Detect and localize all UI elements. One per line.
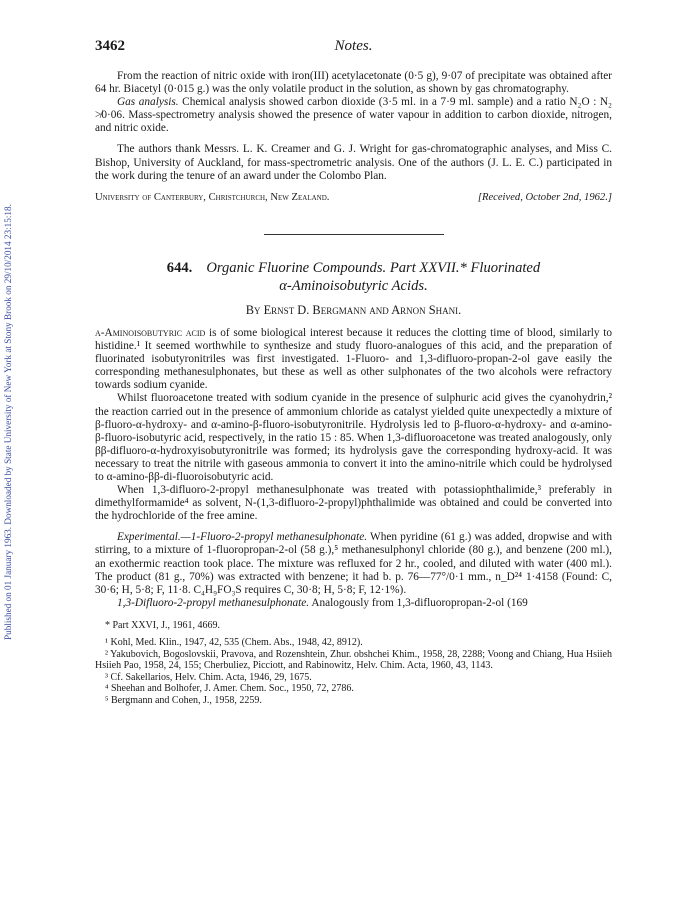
affiliation-line	[95, 191, 612, 204]
affiliation: University of Canterbury, Christchurch, New Zealand.	[95, 191, 330, 203]
footnote: ⁴ Sheehan and Bolhofer, J. Amer. Chem. Soc., 1950, 72, 2786.	[105, 683, 354, 695]
gas-analysis-paragraph	[95, 96, 612, 135]
section-divider	[264, 234, 444, 235]
article-title	[95, 259, 612, 295]
download-note: Published on 01 January 1963. Downloaded by State University of New York at Stony Brook on 29/10/2014 23:15:18.	[3, 204, 13, 640]
intro-lead: α-Aminoisobutyric acid	[95, 326, 206, 339]
article-authors: By Ernst D. Bergmann and Arnon Shani.	[245, 302, 462, 317]
acknowledgement: The authors thank Messrs. L. K. Creamer and G. J. Wright for gas-chromatographic analyses, and Miss C. Bishop, University of Auckland, for mass-spectrometric analysis. One of the authors (J. L. E. C.) participated in the work during the tenure of an award under the Colombo Plan.	[95, 143, 612, 182]
body-paragraph-2: Whilst fluoroacetone treated with sodium cyanide in the presence of sulphuric acid gives the cyanohydrin,² the reaction carried out in the presence of ammonium chloride as catalyst yielded quite unexpectedly a mixture of β-fluoro-α-hydroxy- and α-amino-β-fluoro-isobutyronitrile. Hydrolysis led to β-fluoro-α-hydroxy- and α-amino-β-fluoro-isobutyric acid, respectively, in the ratio 15 : 85. When 1,3-difluoroacetone was treated analogously, only ββ-difluoro-α-hydroxyisobutyronitrile was formed; its hydrolysis gave the corresponding hydroxy-acid. It was necessary to treat the nitrile with gaseous ammonia to convert it into the amino-nitrile which could be hydrolysed to α-amino-ββ-di-fluoroisobutyric acid.	[95, 392, 612, 483]
intro-text: is of some biological interest because it reduces the clotting time of blood, similarly to histidine.¹ It seemed worthwhile to synthesize and study fluoro-analogues of this acid, and the preparation of fluorinated isobutyronitriles was first investigated. 1-Fluoro- and 1,3-difluoro-propan-2-ol gave easily the corresponding methanesulphonates, but these as well as other sulphonates of the two alcohols were refractory towards sodium cyanide.	[95, 326, 613, 392]
footnote: ⁵ Bergmann and Cohen, J., 1958, 2259.	[105, 694, 262, 706]
received-date: [Received, October 2nd, 1962.]	[477, 191, 612, 203]
article-number: 644.	[166, 259, 193, 276]
footnotes	[95, 620, 612, 707]
experimental-paragraph-2	[95, 597, 612, 610]
journal-page	[95, 40, 612, 706]
title-line-2: α-Aminoisobutyric Acids.	[279, 277, 428, 294]
footnote: ¹ Kohl, Med. Klin., 1947, 42, 535 (Chem. Abs., 1948, 42, 8912).	[105, 637, 363, 649]
experimental-label-2: 1,3-Difluoro-2-propyl methanesulphonate.	[117, 596, 310, 609]
experimental-text: When pyridine (61 g.) was added, dropwise and with stirring, to a mixture of 1-fluoropropan-2-ol (58 g.),⁵ methanesulphonyl chloride (80 g.), and benzene (200 ml.), an exothermic reaction took place. The mixture was refluxed for 2 hr., cooled, and diluted with water (400 ml.). The product (81 g., 70%) was extracted with benzene; it had b. p. 76—77°/0·1 mm., n_D²⁴ 1·4158 (Found: C, 30·6; H, 5·8; F, 11·8. C₄H₉FO₃S requires C, 30·8; H, 5·8; F, 12·1%).	[95, 531, 612, 596]
title-line-1: Organic Fluorine Compounds. Part XXVII.* Fluorinated	[206, 259, 541, 276]
experimental-text-2: Analogously from 1,3-difluoropropan-2-ol (169	[309, 596, 528, 609]
experimental-paragraph	[95, 531, 612, 596]
gas-analysis-text: Chemical analysis showed carbon dioxide (3·5 ml. in a 7·9 ml. sample) and a ratio N₂O : N₂ ≯0·06. Mass-spectrometry analysis showed the presence of water vapour in addition to carbon dioxide, nitrogen, and nitric oxide.	[95, 96, 612, 135]
gas-analysis-label: Gas analysis.	[117, 96, 179, 109]
page-header	[95, 40, 612, 60]
page-number: 3462	[95, 38, 125, 54]
footnote: ³ Cf. Sakellarios, Helv. Chim. Acta, 1946, 29, 1675.	[105, 671, 312, 683]
running-title: Notes.	[334, 38, 373, 54]
previous-note-paragraph: From the reaction of nitric oxide with iron(III) acetylacetonate (0·5 g), 9·07 of precipitate was obtained after 64 hr. Biacetyl (0·015 g.) was the only volatile product in the solution, as shown by gas chromatography.	[95, 70, 612, 96]
footnote: * Part XXVI, J., 1961, 4669.	[105, 619, 220, 631]
intro-paragraph	[95, 327, 612, 392]
footnote: ² Yakubovich, Bogoslovskii, Pravova, and Rozenshtein, Zhur. obshchei Khim., 1958, 28, 2288; Voong and Chiang, Hua Hsiieh Hsiieh Pao, 1958, 24, 155; Cherbuliez, Picciott, and Rabinowitz, Helv. Chim. Acta, 1960, 43, 1143.	[95, 648, 612, 672]
body-paragraph-3: When 1,3-difluoro-2-propyl methanesulphonate was treated with potassiophthalimide,³ preferably in dimethylformamide⁴ as solvent, N-(1,3-difluoro-2-propyl)phthalimide was obtained and could be converted into the hydrochloride of the free amine.	[95, 484, 612, 523]
download-watermark	[2, 40, 16, 640]
experimental-label: Experimental.—1-Fluoro-2-propyl methanesulphonate.	[117, 531, 368, 544]
